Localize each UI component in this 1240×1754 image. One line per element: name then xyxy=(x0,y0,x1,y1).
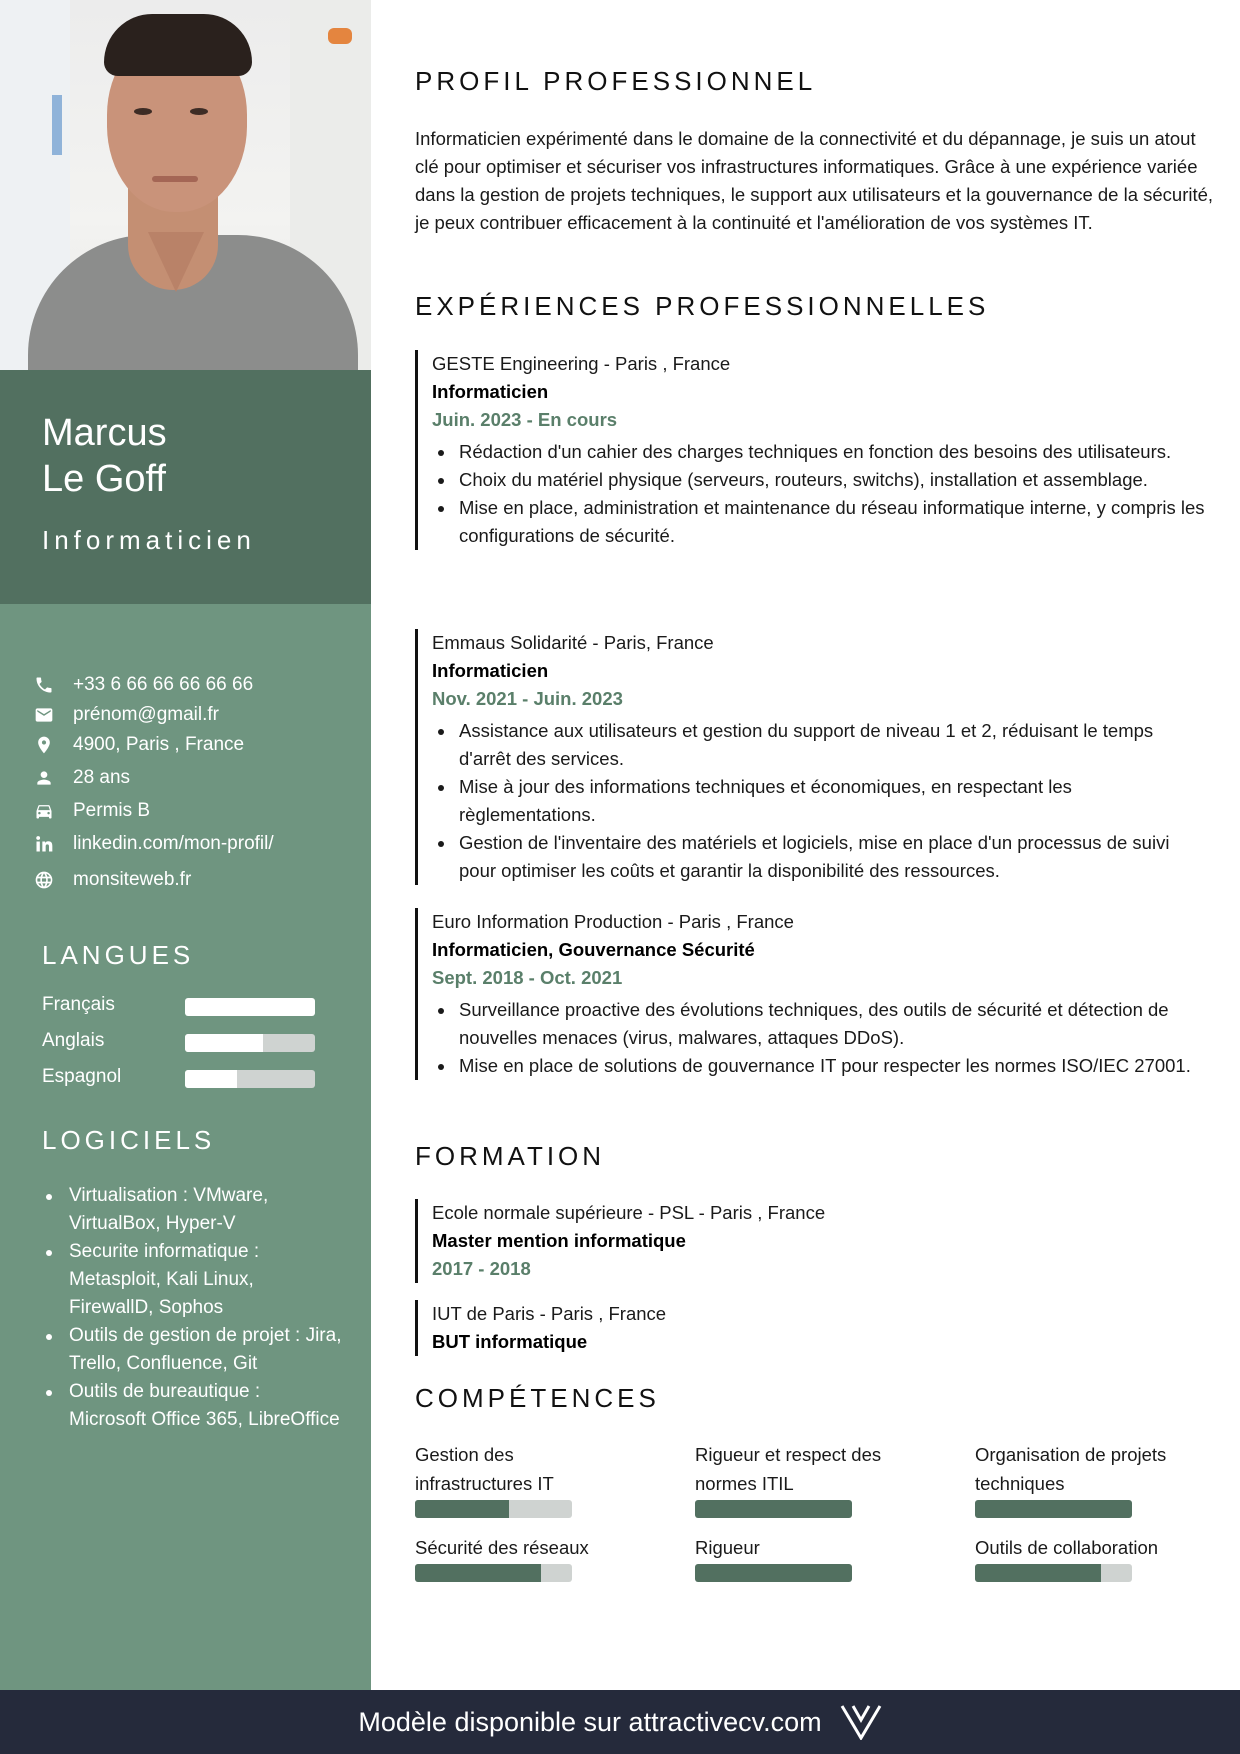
experience-bullet: Rédaction d'un cahier des charges techniques en fonction des besoins des utilisateurs. xyxy=(432,438,1220,466)
experience-bullet: Mise en place de solutions de gouvernance IT pour respecter les normes ISO/IEC 27001. xyxy=(432,1052,1220,1080)
skill-name: Sécurité des réseaux xyxy=(415,1537,589,1558)
software-item: Securite informatique : Metasploit, Kali Linux, FirewallD, Sophos xyxy=(42,1238,342,1322)
skill-name: Outils de collaboration xyxy=(975,1537,1159,1558)
skill-level-bar xyxy=(695,1500,852,1518)
skill-level-bar xyxy=(415,1500,572,1518)
contact-list xyxy=(32,670,362,899)
experience-item xyxy=(415,350,1220,550)
language-item xyxy=(42,994,332,1018)
language-level-bar xyxy=(185,1070,315,1088)
location-icon xyxy=(32,733,56,757)
experience-date: Nov. 2021 - Juin. 2023 xyxy=(432,688,623,709)
contact-email-text: prénom@gmail.fr xyxy=(73,703,219,725)
education-school: IUT de Paris - Paris , France xyxy=(432,1303,667,1324)
experience-company: GESTE Engineering - Paris , France xyxy=(432,353,731,374)
footer-text: Modèle disponible sur attractivecv.com xyxy=(358,1706,822,1737)
language-item xyxy=(42,1030,332,1054)
experience-bullet: Choix du matériel physique (serveurs, routeurs, switchs), installation et assemblage. xyxy=(432,466,1220,494)
experience-role: Informaticien, Gouvernance Sécurité xyxy=(432,939,755,960)
software-item: Virtualisation : VMware, VirtualBox, Hyper-V xyxy=(42,1182,342,1238)
language-name: Anglais xyxy=(42,1030,105,1051)
globe-icon xyxy=(32,868,56,892)
language-item xyxy=(42,1066,332,1090)
contact-address-text: 4900, Paris , France xyxy=(73,734,245,755)
experience-heading: EXPÉRIENCES PROFESSIONNELLES xyxy=(415,291,990,321)
language-level-bar xyxy=(185,998,315,1016)
contact-license xyxy=(32,795,362,827)
linkedin-icon xyxy=(32,832,56,856)
contact-linkedin[interactable] xyxy=(32,827,362,861)
contact-phone-text: +33 6 66 66 66 66 66 xyxy=(73,674,254,695)
contact-age xyxy=(32,761,362,795)
car-icon xyxy=(32,799,56,823)
contact-website[interactable] xyxy=(32,861,362,899)
experience-role: Informaticien xyxy=(432,381,549,402)
contact-phone[interactable] xyxy=(32,670,362,700)
experience-company: Emmaus Solidarité - Paris, France xyxy=(432,632,714,653)
phone-icon xyxy=(32,673,56,697)
software-item: Outils de bureautique : Microsoft Office 365, LibreOffice xyxy=(42,1378,342,1434)
skill-level-bar xyxy=(695,1564,852,1582)
software-list xyxy=(42,1182,342,1434)
skill-item xyxy=(695,1440,955,1518)
skill-name: Gestion des infrastructures IT xyxy=(415,1444,554,1494)
skill-name: Organisation de projets techniques xyxy=(975,1444,1167,1494)
experience-bullet: Assistance aux utilisateurs et gestion du support de niveau 1 et 2, réduisant le temps d'arrêt des services. xyxy=(432,717,1220,773)
person-icon xyxy=(32,766,56,790)
experience-role: Informaticien xyxy=(432,660,549,681)
experience-item xyxy=(415,629,1220,885)
skill-name: Rigueur et respect des normes ITIL xyxy=(695,1444,882,1494)
experience-bullet: Surveillance proactive des évolutions techniques, des outils de sécurité et détection de nouvelles menaces (virus, malwares, attaques DDoS). xyxy=(432,996,1220,1052)
software-item: Outils de gestion de projet : Jira, Trello, Confluence, Git xyxy=(42,1322,342,1378)
skill-name: Rigueur xyxy=(695,1537,760,1558)
education-heading: FORMATION xyxy=(415,1141,606,1171)
experience-date: Sept. 2018 - Oct. 2021 xyxy=(432,967,623,988)
language-level-bar xyxy=(185,1034,315,1052)
experience-date: Juin. 2023 - En cours xyxy=(432,409,618,430)
skill-item xyxy=(695,1533,955,1582)
education-item xyxy=(415,1199,1220,1283)
languages-heading: LANGUES xyxy=(42,940,195,970)
skill-level-bar xyxy=(975,1500,1132,1518)
experience-bullet: Mise à jour des informations techniques et économiques, en respectant les règlementations. xyxy=(432,773,1220,829)
software-heading: LOGICIELS xyxy=(42,1125,216,1155)
contact-age-text: 28 ans xyxy=(73,767,131,788)
contact-license-text: Permis B xyxy=(73,800,151,821)
profile-text: Informaticien expérimenté dans le domaine de la connectivité et du dépannage, je suis un atout clé pour optimiser et sécuriser vos infrastructures informatiques. Grâce à une expérience variée dans la gestion de projets techniques, le support aux utilisateurs et la gouvernance de la sécurité, je peux contribuer efficacement à la continuité et l'amélioration de vos systèmes IT. xyxy=(415,128,1214,233)
person-name xyxy=(42,410,167,502)
skill-item xyxy=(415,1533,675,1582)
profile-heading: PROFIL PROFESSIONNEL xyxy=(415,66,817,96)
skills-heading: COMPÉTENCES xyxy=(415,1383,660,1413)
language-name: Espagnol xyxy=(42,1066,122,1087)
experience-company: Euro Information Production - Paris , France xyxy=(432,911,794,932)
contact-linkedin-text: linkedin.com/mon-profil/ xyxy=(73,833,274,854)
experience-bullet: Gestion de l'inventaire des matériels et logiciels, mise en place d'un processus de suivi pour optimiser les coûts et garantir la disponibilité des ressources. xyxy=(432,829,1220,885)
last-name: Le Goff xyxy=(42,458,166,500)
skill-item xyxy=(415,1440,675,1518)
attractivecv-logo-icon xyxy=(840,1704,882,1740)
education-degree: BUT informatique xyxy=(432,1331,588,1352)
education-school: Ecole normale supérieure - PSL - Paris , France xyxy=(432,1202,826,1223)
profile-photo xyxy=(0,0,371,370)
education-degree: Master mention informatique xyxy=(432,1230,686,1251)
education-date: 2017 - 2018 xyxy=(432,1258,531,1279)
job-title: Informaticien xyxy=(42,525,256,555)
experience-item xyxy=(415,908,1220,1080)
contact-website-text: monsiteweb.fr xyxy=(73,869,192,890)
skill-item xyxy=(975,1533,1235,1582)
skill-item xyxy=(975,1440,1235,1518)
contact-address xyxy=(32,729,362,761)
email-icon xyxy=(32,703,56,727)
first-name: Marcus xyxy=(42,412,167,454)
language-name: Français xyxy=(42,994,115,1015)
skill-level-bar xyxy=(415,1564,572,1582)
footer-banner[interactable] xyxy=(0,1690,1240,1754)
experience-bullet: Mise en place, administration et maintenance du réseau informatique interne, y compris les configurations de sécurité. xyxy=(432,494,1220,550)
skill-level-bar xyxy=(975,1564,1132,1582)
education-item xyxy=(415,1300,1220,1356)
contact-email[interactable] xyxy=(32,700,362,729)
